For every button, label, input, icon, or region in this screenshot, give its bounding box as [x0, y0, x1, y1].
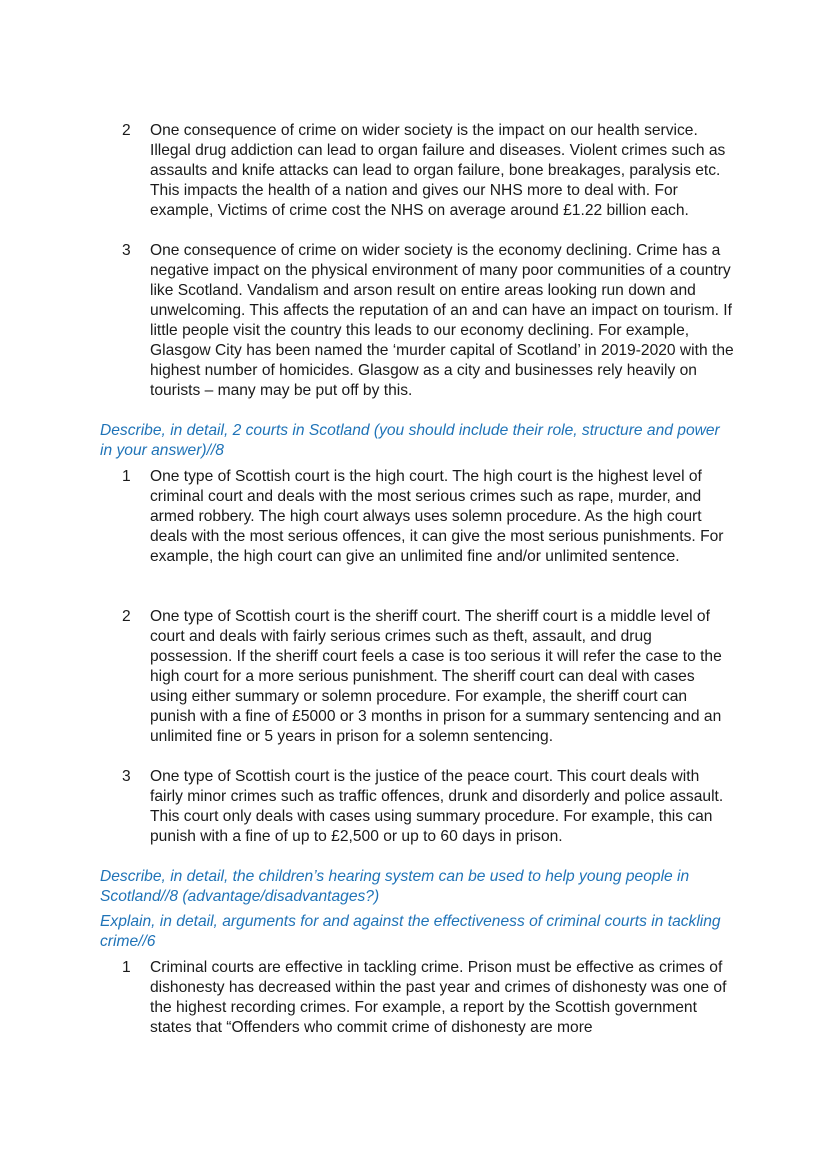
list-item-number: 2 — [122, 122, 131, 139]
list-item — [122, 607, 734, 747]
list-item-text: One consequence of crime on wider society is the impact on our health service. Illegal drug addiction can lead to organ failure and diseases. Violent crimes such as assaults and knife attacks can lead to organ failure, bone breakages, paralysis etc. This impacts the health of a nation and gives our NHS more to deal with. For example, Victims of crime cost the NHS on average around £1.22 billion each. — [150, 122, 726, 219]
list-item-text: One type of Scottish court is the sheriff court. The sheriff court is a middle level of court and deals with fairly serious crimes such as theft, assault, and drug possession. If the sheriff court feels a case is too serious it will refer the case to the high court for a more serious punishment. The sheriff court can deal with cases using either summary or solemn procedure. For example, the sheriff court can punish with a fine of £5000 or 3 months in prison for a summary sentencing and an unlimited fine or 5 years in prison for a solemn sentencing. — [150, 608, 722, 745]
question-heading-childrens-hearing: Describe, in detail, the children’s hearing system can be used to help young people in Scotland//8 (advantage/disadvantages?) — [100, 868, 690, 905]
list-item-text: Criminal courts are effective in tackling crime. Prison must be effective as crimes of dishonesty has decreased within the past year and crimes of dishonesty was one of the highest recording crimes. For example, a report by the Scottish government states that “Offenders who commit crime of dishonesty are more — [150, 959, 727, 1036]
list-item-number: 1 — [122, 468, 131, 485]
list-item-text: One type of Scottish court is the high court. The high court is the highest level of criminal court and deals with the most serious crimes such as rape, murder, and armed robbery. The high court always uses solemn procedure. As the high court deals with the most serious offences, it can give the most serious punishments. For example, the high court can give an unlimited fine and/or unlimited sentence. — [150, 468, 724, 565]
question-heading-effectiveness: Explain, in detail, arguments for and against the effectiveness of criminal courts in tackling crime//6 — [100, 913, 721, 950]
list-item — [122, 767, 734, 847]
list-item-text: One type of Scottish court is the justice of the peace court. This court deals with fairly minor crimes such as traffic offences, drunk and disorderly and police assault. This court only deals with cases using summary procedure. For example, this can punish with a fine of up to £2,500 or up to 60 days in prison. — [150, 768, 724, 845]
list-item-number: 3 — [122, 242, 131, 259]
list-item-text: One consequence of crime on wider society is the economy declining. Crime has a negative impact on the physical environment of many poor communities of a country like Scotland. Vandalism and arson result on entire areas looking run down and unwelcoming. This affects the reputation of an and can have an impact on tourism. If little people visit the country this leads to our economy declining. For example, Glasgow City has been named the ‘murder capital of Scotland’ in 2019-2020 with the highest number of homicides. Glasgow as a city and businesses rely heavily on tourists – many may be put off by this. — [150, 242, 734, 399]
list-item — [122, 241, 734, 401]
list-item — [122, 121, 734, 221]
list-item — [122, 958, 734, 1038]
question-heading-courts: Describe, in detail, 2 courts in Scotland (you should include their role, structure and power in your answer)//8 — [100, 422, 720, 459]
list-item-number: 1 — [122, 959, 131, 976]
list-item — [122, 467, 734, 587]
list-item-number: 3 — [122, 768, 131, 785]
list-item-number: 2 — [122, 608, 131, 625]
